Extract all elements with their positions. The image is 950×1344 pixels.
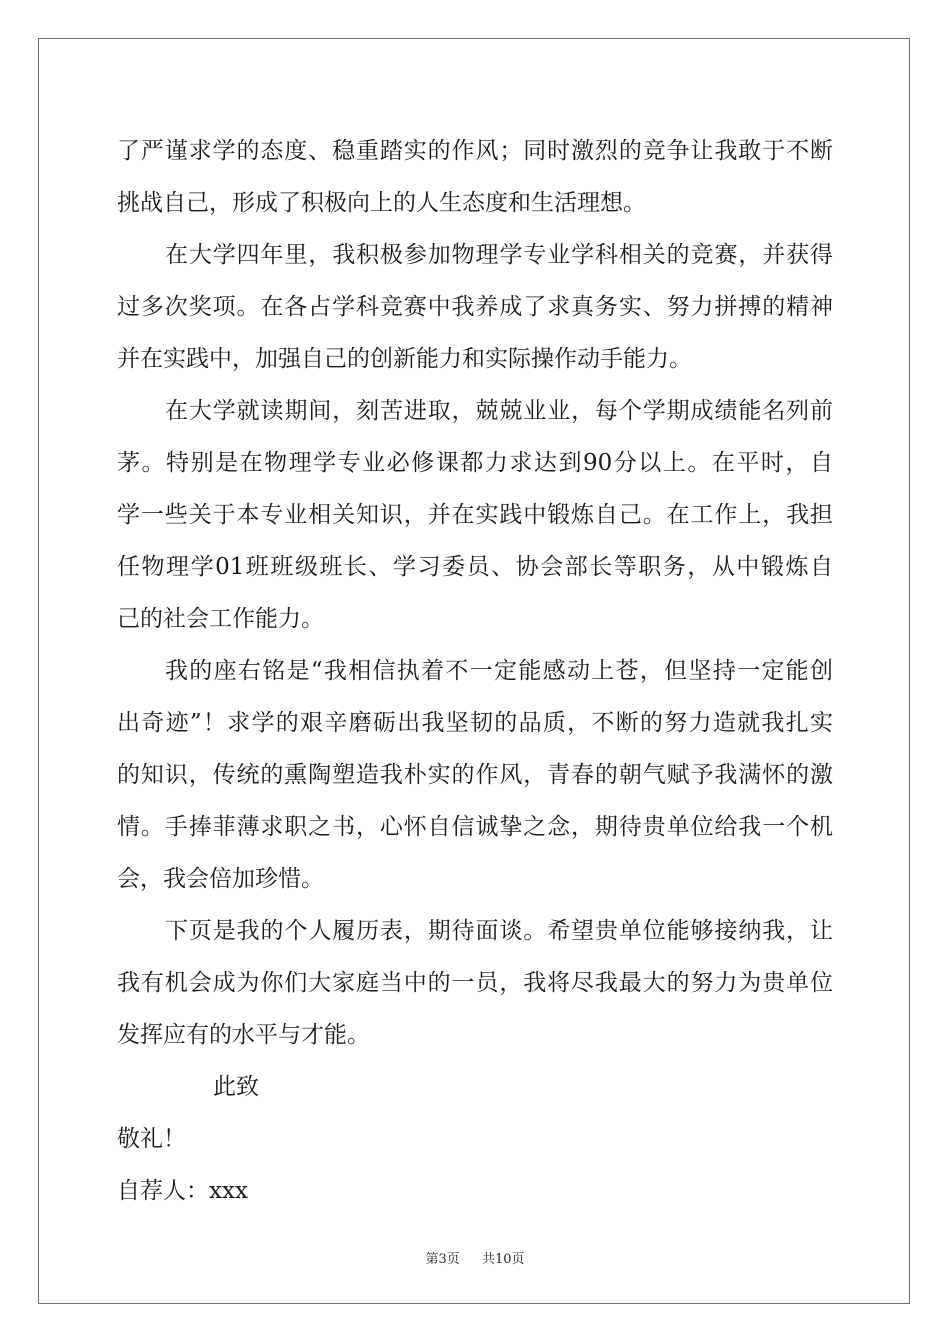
text-line: 在大学四年里，我积极参加物理学专业学科相关的竞赛，并获得 [165,242,833,268]
text-line: 挑战自己，形成了积极向上的人生态度和生活理想。 [117,190,646,216]
page-number: 第3页 [425,1252,460,1267]
page-footer [0,1248,950,1267]
text-line: 过多次奖项。在各占学科竞赛中我养成了求真务实、努力拼搏的精神 [117,294,833,320]
text-line: 我有机会成为你们大家庭当中的一员，我将尽我最大的努力为贵单位 [117,970,833,996]
text-line: 下页是我的个人履历表，期待面谈。希望贵单位能够接纳我，让 [165,918,833,944]
text-line: 了严谨求学的态度、稳重踏实的作风；同时激烈的竞争让我敢于不断 [117,138,833,164]
text-line: 并在实践中，加强自己的创新能力和实际操作动手能力。 [117,346,692,372]
closing-phrase: 此致 [213,1074,259,1100]
text-line: 会，我会倍加珍惜。 [117,866,324,892]
text-line: 发挥应有的水平与才能。 [117,1022,370,1048]
text-line: 茅。特别是在物理学专业必修课都力求达到90分以上。在平时，自 [117,450,833,476]
text-line: 情。手捧菲薄求职之书，心怀自信诚挚之念，期待贵单位给我一个机 [117,814,833,840]
text-line: 学一些关于本专业相关知识，并在实践中锻炼自己。在工作上，我担 [117,502,833,528]
letter-body [117,125,833,1217]
signature: 自荐人：xxx [117,1178,248,1204]
text-line: 己的社会工作能力。 [117,606,324,632]
salutation: 敬礼！ [117,1126,186,1152]
text-line: 在大学就读期间，刻苦进取，兢兢业业，每个学期成绩能名列前 [165,398,833,424]
page-total: 共10页 [481,1252,525,1267]
text-line: 我的座右铭是“我相信执着不一定能感动上苍，但坚持一定能创 [165,658,833,684]
text-line: 出奇迹”！求学的艰辛磨砺出我坚韧的品质，不断的努力造就我扎实 [117,710,833,736]
text-line: 的知识，传统的熏陶塑造我朴实的作风，青春的朝气赋予我满怀的激 [117,762,833,788]
text-line: 任物理学01班班级班长、学习委员、协会部长等职务，从中锻炼自 [117,554,833,580]
